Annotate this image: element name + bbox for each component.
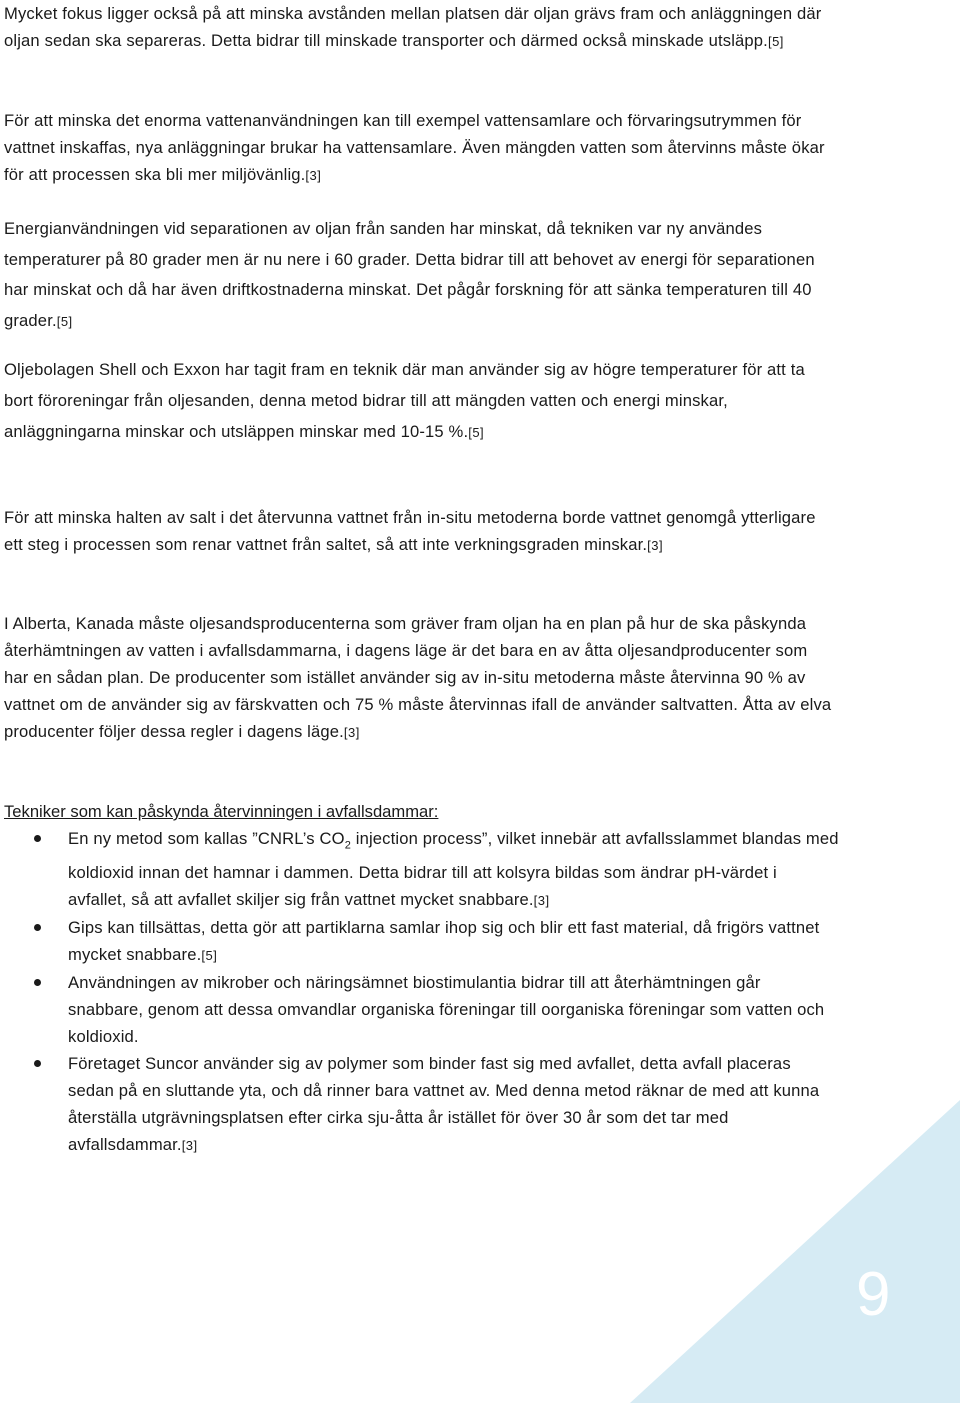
paragraph-4 xyxy=(4,354,836,448)
paragraph-text: I Alberta, Kanada måste oljesandsproducenterna som gräver fram oljan ha en plan på hur de ska påskynda återhämtningen av vatten i avfallsdammarna, i dagens läge är det bara en av åtta oljesandproducenter som har en sådan plan. De producenter som istället använder sig av in-situ metoderna måste återvinna 90 % av vattnet om de använder sig av färskvatten och 75 % måste återvinnas ifall de använder saltvatten. Åtta av elva producenter följer dessa regler i dagens läge. xyxy=(4,614,832,741)
list-item xyxy=(0,825,840,914)
bullet-icon xyxy=(34,835,41,842)
corner-triangle xyxy=(630,1100,960,1403)
corner-decoration xyxy=(630,1100,960,1403)
paragraph-2 xyxy=(4,107,836,189)
paragraph-text: För att minska halten av salt i det återvunna vattnet från in-situ metoderna borde vattnet genomgå ytterligare ett steg i processen som renar vattnet från saltet, så att inte verkningsgraden minskar. xyxy=(4,508,816,554)
item-text: Företaget Suncor använder sig av polymer som binder fast sig med avfallet, detta avfall placeras sedan på en sluttande yta, och då rinner bara vattnet av. Med denna metod räknar de med att kunna återställa utgrävningsplatsen efter cirka sju-åtta år istället för över 30 år som det tar med avfallsdammar. xyxy=(68,1054,820,1155)
item-text: Användningen av mikrober och näringsämnet biostimulantia bidrar till att återhämtningen går snabbare, genom att dessa omvandlar organiska föreningar till oorganiska föreningar som vatten och koldioxid. xyxy=(68,973,825,1047)
citation: [3] xyxy=(533,893,550,909)
citation: [3] xyxy=(647,538,664,553)
citation: [5] xyxy=(56,313,73,329)
paragraph-3 xyxy=(4,214,836,337)
bullet-icon xyxy=(34,979,41,986)
item-text: En ny metod som kallas ”CNRL’s CO xyxy=(68,829,345,848)
citation: [3] xyxy=(181,1138,198,1154)
list-item xyxy=(0,914,840,969)
paragraph-5 xyxy=(4,504,836,559)
citation: [5] xyxy=(767,34,784,49)
bullet-icon xyxy=(34,924,41,931)
paragraph-text: För att minska det enorma vattenanvändningen kan till exempel vattensamlare och förvaringsutrymmen för vattnet inskaffas, nya anläggningar brukar ha vattensamlare. Även mängden vatten som återvinns måste ökar för att processen ska bli mer miljövänlig. xyxy=(4,111,825,184)
page-number: 9 xyxy=(856,1260,891,1329)
item-text: Gips kan tillsättas, detta gör att partiklarna samlar ihop sig och blir ett fast material, då frigörs vattnet mycket snabbare. xyxy=(68,918,820,965)
citation: [5] xyxy=(468,425,485,440)
paragraph-text: Oljebolagen Shell och Exxon har tagit fram en teknik där man använder sig av högre temperaturer för att ta bort föroreningar från oljesanden, denna metod bidrar till att mängden vatten och energi minskar, anläggningarna minskar och utsläppen minskar med 10-15 %. xyxy=(4,360,805,441)
citation: [3] xyxy=(305,168,322,183)
paragraph-text: Mycket fokus ligger också på att minska avstånden mellan platsen där oljan grävs fram och anläggningen där oljan sedan ska separeras. Detta bidrar till minskade transporter och därmed också minskade utsläpp. xyxy=(4,4,822,50)
list-item xyxy=(0,969,840,1050)
paragraph-1 xyxy=(4,0,836,55)
paragraph-6 xyxy=(4,610,836,746)
subscript: 2 xyxy=(344,839,351,852)
citation: [5] xyxy=(201,948,218,964)
citation: [3] xyxy=(343,725,360,740)
section-heading: Tekniker som kan påskynda återvinningen i avfallsdammar: xyxy=(4,802,439,821)
bullet-icon xyxy=(34,1060,41,1067)
paragraph-text: Energianvändningen vid separationen av oljan från sanden har minskat, då tekniken var ny användes temperaturer på 80 grader men är nu nere i 60 grader. Detta bidrar till att behovet av energi för separationen har minskat och då har även driftkostnaderna minskat. Det pågår forskning för att sänka temperaturen till 40 grader. xyxy=(4,219,815,330)
item-text-continued: injection process”, vilket innebär att avfallsslammet blandas med koldioxid innan det hamnar i dammen. Detta bidrar till att kolsyra bildas som ändrar pH-värdet i avfallet, så att avfallet skiljer sig från vattnet mycket snabbare. xyxy=(68,829,839,910)
